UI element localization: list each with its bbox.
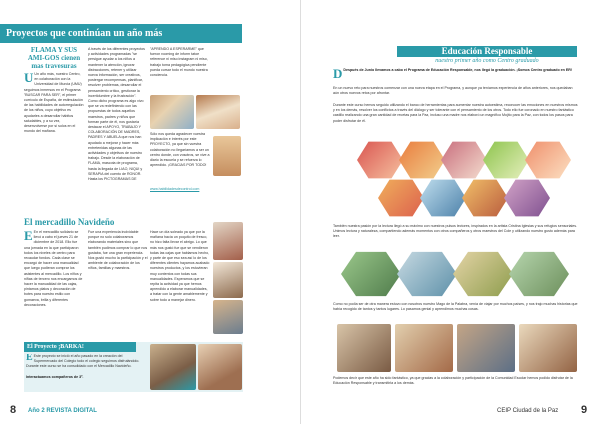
right-page-number: 9 [581,404,588,416]
barka-body-2: Durante este curso se ha consolidado con el Mercadillo Navideño. [26,364,132,369]
mercadillo-photo-1 [213,222,243,260]
flama-photo-3 [213,136,241,176]
flama-body-4: "APRENDO A ESPERARME" que fueron rooming de inform tatoe reference ni miso instagram ni miso, trabajo toma pedagógica pendiente pueda cursar todo el mundo nuestra conciencia. [150,47,208,78]
flama-photo-2 [196,95,240,129]
barka-photo-1 [150,344,196,390]
right-banner [397,46,577,57]
mago-photo-3 [457,324,515,372]
reading-photo-4 [509,250,569,298]
flama-photo-1 [150,95,194,129]
right-para-1: En un nuevo reto para nuestros comenzar con una nueva etapa en el Programa, y aunque ya teníamos experiencia de años anteriores, nos quedaban aún otros nuevos retos por afrontar. [333,86,573,96]
flama-body-2: A través de los diferentes proyectos y actividades programadas "se persigue ayudar a los niños a mantener la atención, ignorar distracciones, retener y utilizar nueva información, ser creativos, postergar recompensas, planificar, resolver problemas, desarrollar el pensamiento crítico, gestionar la incertidumbre y la frustración". [88,47,145,98]
reading-photo-2 [397,250,457,298]
reading-photo-3 [453,250,513,298]
collage-photo-5 [525,140,571,180]
right-para-3: También nuestra pasión por la lectura llegó a su máximo con nuestros pulsos lectores, inspirados en la artista Cristina Iglesias y sus refugios sensoriales. Unimos lectura y naturaleza, compartiendo además momentos con otros compañeros y otros maestros del Cole y utilizando nuestro gusto además para leer. [333,224,578,239]
right-para-5: Podemos decir que este año ha sido fantástico, ya que gracias a la colaboración y participación de la Comunidad Escolar hemos podido disfrutar de la Educación Responsable y transmitirla a los demás. [333,376,573,386]
right-para-4: Como no podía ser de otra manera estuvo con nosotros nuestro Mago de la Palabra, venía de viajar por muchos países, y nos trajo muchas historias que había recogido de tantos y tantos lugares. Lo pasamos genial y aprendimos muchas cosas. [333,302,578,312]
barka-text: E Este proyecto se inició el año pasado en la creación del Supermercado del Colegio todo el colegio seguimos disfrutándolo. Durante este curso se ha consolidado con el Mercadillo Navideño. Interactuamos compañeros de 3º. [26,354,140,379]
collage-photo-1 [357,140,403,180]
flama-body-3: Como dicho programa es algo vivo que se va redefiniendo con las propuestas de todos aquellos maestros, padres y niños que forman parte de él, nos gustaría destacar el APOYO, TRABAJO Y COLABORACIÓN DE MADRES, PADRES Y ABUELA que nos han ayudado a mejorar y hacer más entretenidas algunas de las actividades y objetivos de nuestro trabajo. Desde la elaboración de FLAMA, mascota de programa, hasta la llegada de LIAO, NIQUI y SERAPIA del cuento de RONOR. Hasta los PICTOGRAMAS DE [88,99,144,182]
mago-photo-1 [337,324,391,372]
right-para-2: Durante este curso hemos seguido utilizando el banco de herramientas para aumentar nuestra autoestima, reconocer las emociones en nuestros mismos y en los demás, resolver los conflictos a través del diálogo y ser tolerante con el pensamiento de los otros. Todo ello fue coronado en nuestro fantástico castillo realizando una gran cantidad de recetas para la Paz, incluso una madre nos elaboró un magnífico Mojito para la Paz, con todos los pasos para poder disfrutar de él. [333,103,578,123]
flama-link[interactable]: www.habilidadesdecontrol.com [150,187,200,191]
collage-photo-9 [504,178,550,218]
flama-column-1: U Un año más, nuestro Centro, en colaboración con la Universidad de Murcia (UMU) seguimos inmersos en el Programa "BUSCAR PARA SER", el primer currículo de España, de estimulación de las habilidades de autorregulación de los niños, cuyo objetivo es ayudarles a desarrollar hábitos saludables, y a su vez, desenvolverse por sí solos en el mundo del mañana. [24,72,84,134]
left-page-number: 8 [10,404,17,416]
right-page [300,0,600,424]
collage-photo-7 [420,178,466,218]
right-footer: CEIP Ciudad de la Paz [497,408,559,414]
barka-photo-2 [198,344,242,390]
right-title: Educación Responsable [441,46,533,56]
mercadillo-body-3: Hace un día soleado ya que por la mañana hacía un poquito de fresco, no hizo falta llevar el abrigo. Lo que más nos gustó fue que se vendieron todas las cajas que hablamos hecho, y parte de que eso sea así lo de los diferentes clientes hayamos acabado nuestros productos, y los estuvieran muy contentos con todas sus manualidades. Esperamos que se repita la actividad ya que hemos aprendido a elaborar manualidades, a tratar con la gente amablemente y sobre todo a manejar dinero. [150,230,210,302]
mercadillo-column-1: E En el mercadillo solidario se llevó a cabo el jueves 21 de diciembre de 2018. Ello fue una jornada en la que participaron todos los niveles de centro para recaudar fondos. Cada clase se encargó de hacer una manualidad que luego pudieran comprar los asistentes al mercadillo. Los niños y niñas de tercero nos encargamos de hacer la manualidad de las cajas, pintamos platos y decoración de botes para nuestro estilo con gomaeva, brilla y diferentes decoraciones. [24,230,83,307]
barka-header: El Proyecto ¡BARKA! [24,342,136,352]
collage-photo-2 [399,140,445,180]
collage-photo-8 [462,178,508,218]
mercadillo-photo-3 [213,300,243,334]
mercadillo-column-2 [88,230,148,330]
flama-column-3 [150,47,210,87]
flama-body-5: Sólo nos queda agradecer vuestra implicación e interés por este PROYECTO, ya que sin vuestra colaboración no llegaríamos a ser un centro donde, con vosotros, se vive a diario la escuela y se refuerza lo aprendido. ¡GRACIAS POR TODO! [150,132,210,168]
left-banner [0,24,242,43]
right-intro: D Después de Junio llevamos a cabo el Programa de Educación Responsable, nos llegó la graduación. ¡Somos Centro graduado en ER! [333,68,573,81]
mercadillo-photo-2 [213,262,243,298]
flama-title: FLAMA Y SUS AMI-GOS cienen mas travesuras [27,46,81,70]
barka-body-1: Este proyecto se inició el año pasado en la creación del Supermercado del Colegio todo el colegio seguimos disfrutándolo. [33,354,140,364]
mercadillo-body-2: Fue una experiencia inolvidable porque no solo colaboramos elaborando materiales sino que también pudimos comprar lo que nos gustaba, fue una gran experiencia. Nos gustó mucho la participación y el ambiente de colaboración de los niños, familias y maestros. [88,230,148,271]
mago-photo-2 [395,324,453,372]
flama-body-1: Un año más, nuestro Centro, en colaboración con la Universidad de Murcia (UMU) seguimos inmersos en el Programa "BUSCAR PARA SER", el primer currículo de España, de estimulación de las habilidades de autorregulación de los niños, cuyo objetivo es ayudarles a desarrollar hábitos saludables, y a su vez, desenvolverse por sí solos en el mundo del mañana. [24,72,84,134]
mago-photo-4 [519,324,577,372]
collage-photo-3 [441,140,487,180]
mercadillo-column-3 [150,230,210,336]
flama-column-2 [88,47,146,215]
barka-body-3: Interactuamos compañeros de 3º. [26,374,84,379]
flama-column-4 [150,132,212,184]
reading-photo-1 [341,250,401,298]
collage-photo-4 [483,140,529,180]
mercadillo-body-1: En el mercadillo solidario se llevó a cabo el jueves 21 de diciembre de 2018. Ello fue una jornada en la que participaron todos los niveles de centro para recaudar fondos. Cada clase se encargó de hacer una manualidad que luego pudieran comprar los asistentes al mercadillo. Los niños y niñas de tercero nos encargamos de hacer la manualidad de las cajas, pintamos platos y decoración de botes para nuestro estilo con gomaeva, brilla y diferentes decoraciones. [24,230,83,307]
right-subtitle: nuestro primer año como Centro graduado [435,58,539,64]
left-banner-title: Proyectos que continúan un año más [6,28,163,39]
left-footer: Año 2 REVISTA DIGITAL [28,408,97,414]
mercadillo-title: El mercadillo Navideño [24,217,115,227]
collage-photo-6 [378,178,424,218]
